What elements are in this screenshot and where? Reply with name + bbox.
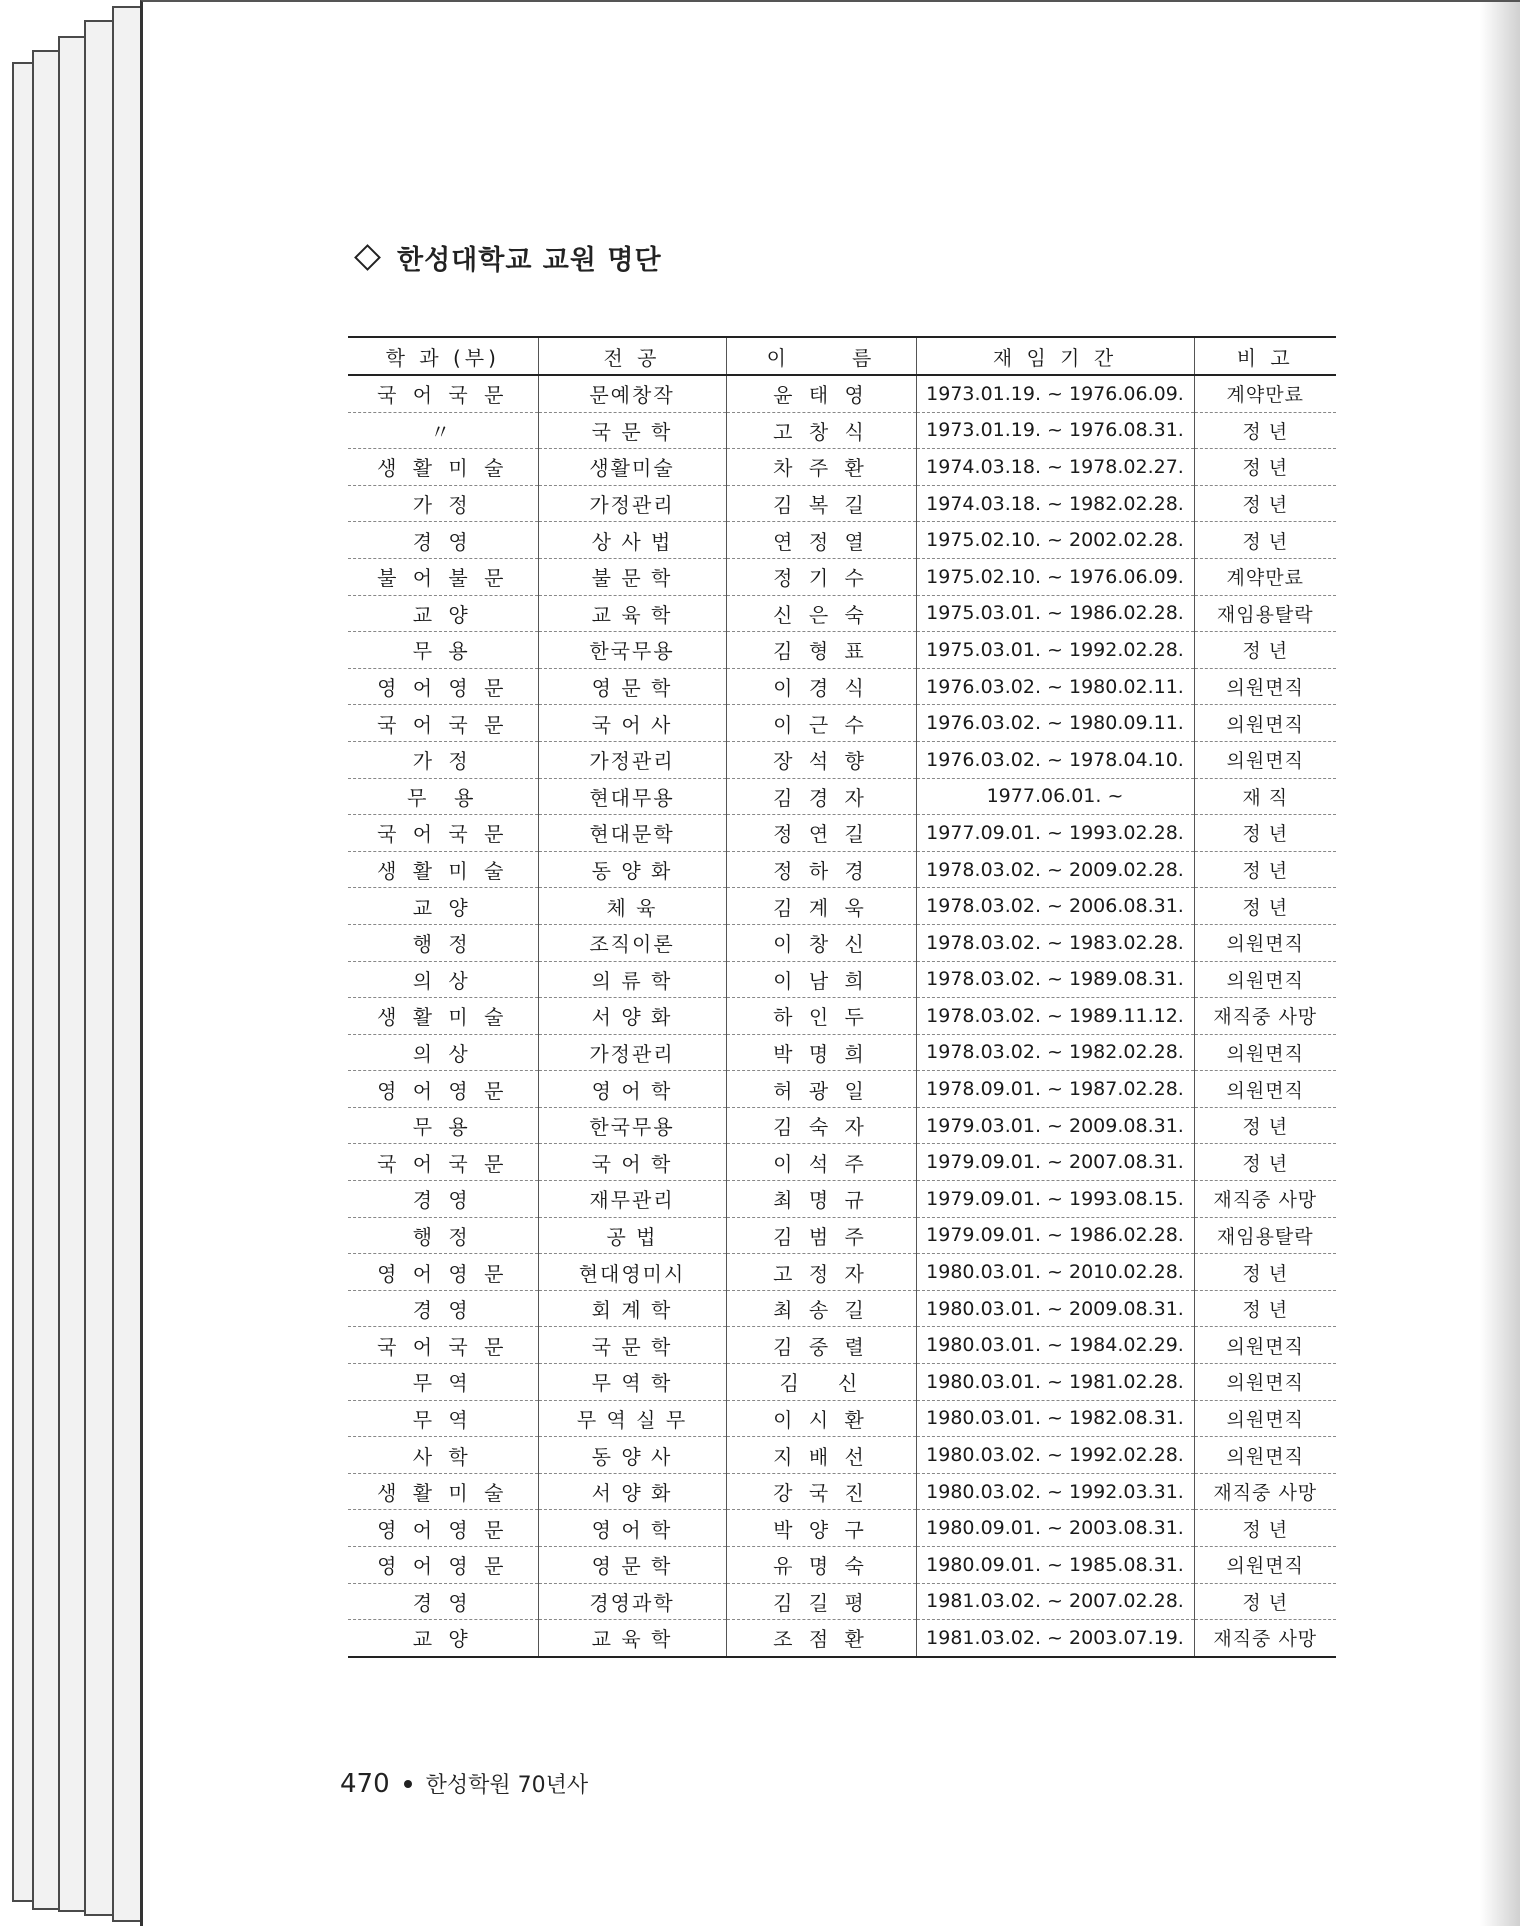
- cell-note: 재 직: [1194, 778, 1336, 815]
- cell-name: 김 계 욱: [726, 888, 916, 925]
- cell-name: 김 신: [726, 1364, 916, 1401]
- cell-name: 윤 태 영: [726, 375, 916, 412]
- cell-major: 교 육 학: [538, 595, 726, 632]
- cell-term: 1980.03.02. ~ 1992.03.31.: [916, 1473, 1194, 1510]
- table-row: [348, 522, 1336, 559]
- cell-name: 이 시 환: [726, 1400, 916, 1437]
- cell-major: 의 류 학: [538, 961, 726, 998]
- cell-dept: 영 어 영 문: [348, 1510, 538, 1547]
- table-row: [348, 1034, 1336, 1071]
- cell-name: 장 석 향: [726, 741, 916, 778]
- column-header-name: 이 름: [726, 337, 916, 375]
- cell-dept: 영 어 영 문: [348, 668, 538, 705]
- cell-major: 상 사 법: [538, 522, 726, 559]
- cell-term: 1979.09.01. ~ 1993.08.15.: [916, 1181, 1194, 1218]
- cell-term: 1973.01.19. ~ 1976.06.09.: [916, 375, 1194, 412]
- cell-term: 1976.03.02. ~ 1980.02.11.: [916, 668, 1194, 705]
- table-row: [348, 1071, 1336, 1108]
- cell-note: 의원면직: [1194, 1400, 1336, 1437]
- table-row: [348, 632, 1336, 669]
- cell-note: 의원면직: [1194, 668, 1336, 705]
- table-row: [348, 375, 1336, 412]
- cell-dept: 무 역: [348, 1364, 538, 1401]
- cell-note: 의원면직: [1194, 705, 1336, 742]
- cell-dept: 생 활 미 술: [348, 449, 538, 486]
- cell-dept: 국 어 국 문: [348, 1327, 538, 1364]
- cell-name: 하 인 두: [726, 998, 916, 1035]
- cell-dept: 국 어 국 문: [348, 375, 538, 412]
- cell-major: 국 문 학: [538, 1327, 726, 1364]
- cell-note: 의원면직: [1194, 924, 1336, 961]
- cell-term: 1978.03.02. ~ 2006.08.31.: [916, 888, 1194, 925]
- cell-note: 재임용탈락: [1194, 1217, 1336, 1254]
- cell-name: 최 명 규: [726, 1181, 916, 1218]
- cell-major: 가정관리: [538, 485, 726, 522]
- table-row: [348, 1400, 1336, 1437]
- table-row: [348, 1290, 1336, 1327]
- cell-term: 1978.03.02. ~ 1989.11.12.: [916, 998, 1194, 1035]
- cell-name: 박 명 희: [726, 1034, 916, 1071]
- cell-note: 재직중 사망: [1194, 1620, 1336, 1657]
- cell-major: 가정관리: [538, 1034, 726, 1071]
- column-header-note: 비 고: [1194, 337, 1336, 375]
- cell-name: 고 창 식: [726, 412, 916, 449]
- table-row: [348, 1144, 1336, 1181]
- cell-note: 의원면직: [1194, 1437, 1336, 1474]
- cell-name: 정 하 경: [726, 851, 916, 888]
- cell-note: 정 년: [1194, 815, 1336, 852]
- book-title: 한성학원 70년사: [425, 1773, 589, 1798]
- cell-dept: 가 정: [348, 741, 538, 778]
- cell-term: 1981.03.02. ~ 2003.07.19.: [916, 1620, 1194, 1657]
- cell-dept: 국 어 국 문: [348, 815, 538, 852]
- cell-dept: 사 학: [348, 1437, 538, 1474]
- cell-name: 연 정 열: [726, 522, 916, 559]
- cell-term: 1979.03.01. ~ 2009.08.31.: [916, 1107, 1194, 1144]
- cell-term: 1977.09.01. ~ 1993.02.28.: [916, 815, 1194, 852]
- cell-name: 최 송 길: [726, 1290, 916, 1327]
- cell-name: 박 양 구: [726, 1510, 916, 1547]
- cell-term: 1980.03.01. ~ 2010.02.28.: [916, 1254, 1194, 1291]
- cell-note: 의원면직: [1194, 1547, 1336, 1584]
- cell-dept: 경 영: [348, 1583, 538, 1620]
- cell-major: 불 문 학: [538, 558, 726, 595]
- cell-note: 정 년: [1194, 1510, 1336, 1547]
- cell-note: 재직중 사망: [1194, 1473, 1336, 1510]
- table-row: [348, 1107, 1336, 1144]
- cell-term: 1978.03.02. ~ 1983.02.28.: [916, 924, 1194, 961]
- cell-major: 재무관리: [538, 1181, 726, 1218]
- cell-dept: 의 상: [348, 1034, 538, 1071]
- column-header-major: 전 공: [538, 337, 726, 375]
- cell-name: 조 점 환: [726, 1620, 916, 1657]
- cell-major: 교 육 학: [538, 1620, 726, 1657]
- cell-term: 1981.03.02. ~ 2007.02.28.: [916, 1583, 1194, 1620]
- cell-dept: 영 어 영 문: [348, 1071, 538, 1108]
- table-row: [348, 1437, 1336, 1474]
- cell-major: 공 법: [538, 1217, 726, 1254]
- cell-name: 정 기 수: [726, 558, 916, 595]
- cell-name: 김 길 평: [726, 1583, 916, 1620]
- cell-term: 1979.09.01. ~ 1986.02.28.: [916, 1217, 1194, 1254]
- cell-note: 정 년: [1194, 888, 1336, 925]
- cell-name: 강 국 진: [726, 1473, 916, 1510]
- cell-dept: 교 양: [348, 1620, 538, 1657]
- cell-note: 재임용탈락: [1194, 595, 1336, 632]
- cell-name: 고 정 자: [726, 1254, 916, 1291]
- cell-name: 이 창 신: [726, 924, 916, 961]
- cell-term: 1975.03.01. ~ 1992.02.28.: [916, 632, 1194, 669]
- table-row: [348, 485, 1336, 522]
- table-header-row: [348, 337, 1336, 375]
- column-header-dept: 학 과 (부): [348, 337, 538, 375]
- table-row: [348, 1364, 1336, 1401]
- page-title: [358, 238, 662, 277]
- table-row: [348, 668, 1336, 705]
- cell-term: 1973.01.19. ~ 1976.08.31.: [916, 412, 1194, 449]
- page-shadow: [1480, 2, 1520, 1926]
- cell-term: 1974.03.18. ~ 1978.02.27.: [916, 449, 1194, 486]
- book-page: [140, 0, 1520, 1926]
- cell-dept: 행 정: [348, 924, 538, 961]
- cell-dept: 교 양: [348, 888, 538, 925]
- cell-major: 무 역 학: [538, 1364, 726, 1401]
- cell-name: 김 숙 자: [726, 1107, 916, 1144]
- cell-dept: 무 역: [348, 1400, 538, 1437]
- table-row: [348, 961, 1336, 998]
- cell-term: 1974.03.18. ~ 1982.02.28.: [916, 485, 1194, 522]
- cell-name: 지 배 선: [726, 1437, 916, 1474]
- table-row: [348, 1327, 1336, 1364]
- cell-note: 정 년: [1194, 485, 1336, 522]
- table-row: [348, 1181, 1336, 1218]
- cell-major: 영 문 학: [538, 668, 726, 705]
- cell-major: 가정관리: [538, 741, 726, 778]
- page-title-text: 한성대학교 교원 명단: [397, 245, 662, 276]
- cell-major: 문예창작: [538, 375, 726, 412]
- cell-term: 1979.09.01. ~ 2007.08.31.: [916, 1144, 1194, 1181]
- cell-note: 정 년: [1194, 1290, 1336, 1327]
- cell-dept: 국 어 국 문: [348, 1144, 538, 1181]
- page-footer: [340, 1768, 588, 1799]
- cell-name: 김 범 주: [726, 1217, 916, 1254]
- cell-major: 조직이론: [538, 924, 726, 961]
- table-row: [348, 815, 1336, 852]
- cell-note: 의원면직: [1194, 1071, 1336, 1108]
- cell-name: 김 경 자: [726, 778, 916, 815]
- cell-note: 재직중 사망: [1194, 1181, 1336, 1218]
- cell-term: 1978.03.02. ~ 2009.02.28.: [916, 851, 1194, 888]
- cell-term: 1975.02.10. ~ 2002.02.28.: [916, 522, 1194, 559]
- cell-term: 1980.03.02. ~ 1992.02.28.: [916, 1437, 1194, 1474]
- cell-term: 1980.09.01. ~ 2003.08.31.: [916, 1510, 1194, 1547]
- cell-dept: 국 어 국 문: [348, 705, 538, 742]
- table-row: [348, 888, 1336, 925]
- table-row: [348, 998, 1336, 1035]
- cell-term: 1980.03.01. ~ 2009.08.31.: [916, 1290, 1194, 1327]
- cell-major: 체 육: [538, 888, 726, 925]
- cell-dept: 생 활 미 술: [348, 998, 538, 1035]
- column-header-term: 재 임 기 간: [916, 337, 1194, 375]
- cell-note: 재직중 사망: [1194, 998, 1336, 1035]
- cell-major: 경영과학: [538, 1583, 726, 1620]
- table-body: [348, 375, 1336, 1657]
- cell-note: 정 년: [1194, 449, 1336, 486]
- cell-major: 무 역 실 무: [538, 1400, 726, 1437]
- cell-note: 정 년: [1194, 412, 1336, 449]
- cell-name: 정 연 길: [726, 815, 916, 852]
- cell-major: 동 양 화: [538, 851, 726, 888]
- cell-note: 정 년: [1194, 1254, 1336, 1291]
- cell-note: 정 년: [1194, 522, 1336, 559]
- cell-dept: 불 어 불 문: [348, 558, 538, 595]
- table-row: [348, 1510, 1336, 1547]
- cell-note: 계약만료: [1194, 558, 1336, 595]
- cell-major: 영 어 학: [538, 1510, 726, 1547]
- table-row: [348, 558, 1336, 595]
- table-row: [348, 741, 1336, 778]
- cell-major: 국 문 학: [538, 412, 726, 449]
- cell-note: 의원면직: [1194, 1364, 1336, 1401]
- cell-term: 1976.03.02. ~ 1980.09.11.: [916, 705, 1194, 742]
- cell-term: 1976.03.02. ~ 1978.04.10.: [916, 741, 1194, 778]
- cell-major: 동 양 사: [538, 1437, 726, 1474]
- cell-name: 차 주 환: [726, 449, 916, 486]
- diamond-bullet-icon: [354, 244, 381, 271]
- cell-dept: 영 어 영 문: [348, 1547, 538, 1584]
- cell-dept: 가 정: [348, 485, 538, 522]
- cell-term: 1980.09.01. ~ 1985.08.31.: [916, 1547, 1194, 1584]
- cell-name: 이 경 식: [726, 668, 916, 705]
- cell-note: 정 년: [1194, 1583, 1336, 1620]
- cell-dept: 행 정: [348, 1217, 538, 1254]
- cell-dept: 의 상: [348, 961, 538, 998]
- table-row: [348, 851, 1336, 888]
- table-row: [348, 1547, 1336, 1584]
- cell-major: 서 양 화: [538, 998, 726, 1035]
- cell-note: 의원면직: [1194, 1327, 1336, 1364]
- cell-name: 이 근 수: [726, 705, 916, 742]
- cell-major: 영 어 학: [538, 1071, 726, 1108]
- table-row: [348, 1620, 1336, 1657]
- table-row: [348, 1217, 1336, 1254]
- cell-major: 회 계 학: [538, 1290, 726, 1327]
- cell-note: 정 년: [1194, 851, 1336, 888]
- cell-note: 의원면직: [1194, 741, 1336, 778]
- cell-note: 의원면직: [1194, 961, 1336, 998]
- cell-dept: 무 용: [348, 778, 538, 815]
- bullet-icon: [404, 1780, 412, 1788]
- table-row: [348, 924, 1336, 961]
- table-row: [348, 1254, 1336, 1291]
- cell-name: 김 중 렬: [726, 1327, 916, 1364]
- cell-dept: 생 활 미 술: [348, 1473, 538, 1510]
- cell-dept: 영 어 영 문: [348, 1254, 538, 1291]
- cell-term: 1975.03.01. ~ 1986.02.28.: [916, 595, 1194, 632]
- cell-name: 유 명 숙: [726, 1547, 916, 1584]
- cell-name: 신 은 숙: [726, 595, 916, 632]
- cell-note: 의원면직: [1194, 1034, 1336, 1071]
- cell-term: 1975.02.10. ~ 1976.06.09.: [916, 558, 1194, 595]
- cell-name: 이 남 희: [726, 961, 916, 998]
- table-row: [348, 778, 1336, 815]
- cell-dept: 경 영: [348, 1181, 538, 1218]
- cell-note: 계약만료: [1194, 375, 1336, 412]
- cell-major: 국 어 사: [538, 705, 726, 742]
- cell-major: 영 문 학: [538, 1547, 726, 1584]
- cell-name: 김 복 길: [726, 485, 916, 522]
- cell-major: 생활미술: [538, 449, 726, 486]
- cell-major: 한국무용: [538, 632, 726, 669]
- table-row: [348, 1473, 1336, 1510]
- cell-term: 1978.03.02. ~ 1982.02.28.: [916, 1034, 1194, 1071]
- cell-term: 1978.09.01. ~ 1987.02.28.: [916, 1071, 1194, 1108]
- table-row: [348, 449, 1336, 486]
- cell-dept: 교 양: [348, 595, 538, 632]
- cell-name: 김 형 표: [726, 632, 916, 669]
- cell-major: 현대무용: [538, 778, 726, 815]
- cell-major: 현대문학: [538, 815, 726, 852]
- table-row: [348, 412, 1336, 449]
- table-row: [348, 1583, 1336, 1620]
- cell-note: 정 년: [1194, 632, 1336, 669]
- cell-dept: 경 영: [348, 522, 538, 559]
- cell-name: 허 광 일: [726, 1071, 916, 1108]
- cell-term: 1980.03.01. ~ 1984.02.29.: [916, 1327, 1194, 1364]
- page-number: 470: [340, 1768, 390, 1799]
- cell-dept: 무 용: [348, 1107, 538, 1144]
- cell-dept: 생 활 미 술: [348, 851, 538, 888]
- table-row: [348, 595, 1336, 632]
- cell-name: 이 석 주: [726, 1144, 916, 1181]
- cell-term: 1980.03.01. ~ 1982.08.31.: [916, 1400, 1194, 1437]
- cell-major: 한국무용: [538, 1107, 726, 1144]
- cell-note: 정 년: [1194, 1144, 1336, 1181]
- cell-major: 서 양 화: [538, 1473, 726, 1510]
- cell-dept: 〃: [348, 412, 538, 449]
- cell-dept: 경 영: [348, 1290, 538, 1327]
- cell-major: 국 어 학: [538, 1144, 726, 1181]
- cell-note: 정 년: [1194, 1107, 1336, 1144]
- cell-term: 1980.03.01. ~ 1981.02.28.: [916, 1364, 1194, 1401]
- cell-dept: 무 용: [348, 632, 538, 669]
- cell-term: 1977.06.01. ~: [916, 778, 1194, 815]
- table-row: [348, 705, 1336, 742]
- faculty-roster-table: [348, 336, 1336, 1658]
- cell-term: 1978.03.02. ~ 1989.08.31.: [916, 961, 1194, 998]
- cell-major: 현대영미시: [538, 1254, 726, 1291]
